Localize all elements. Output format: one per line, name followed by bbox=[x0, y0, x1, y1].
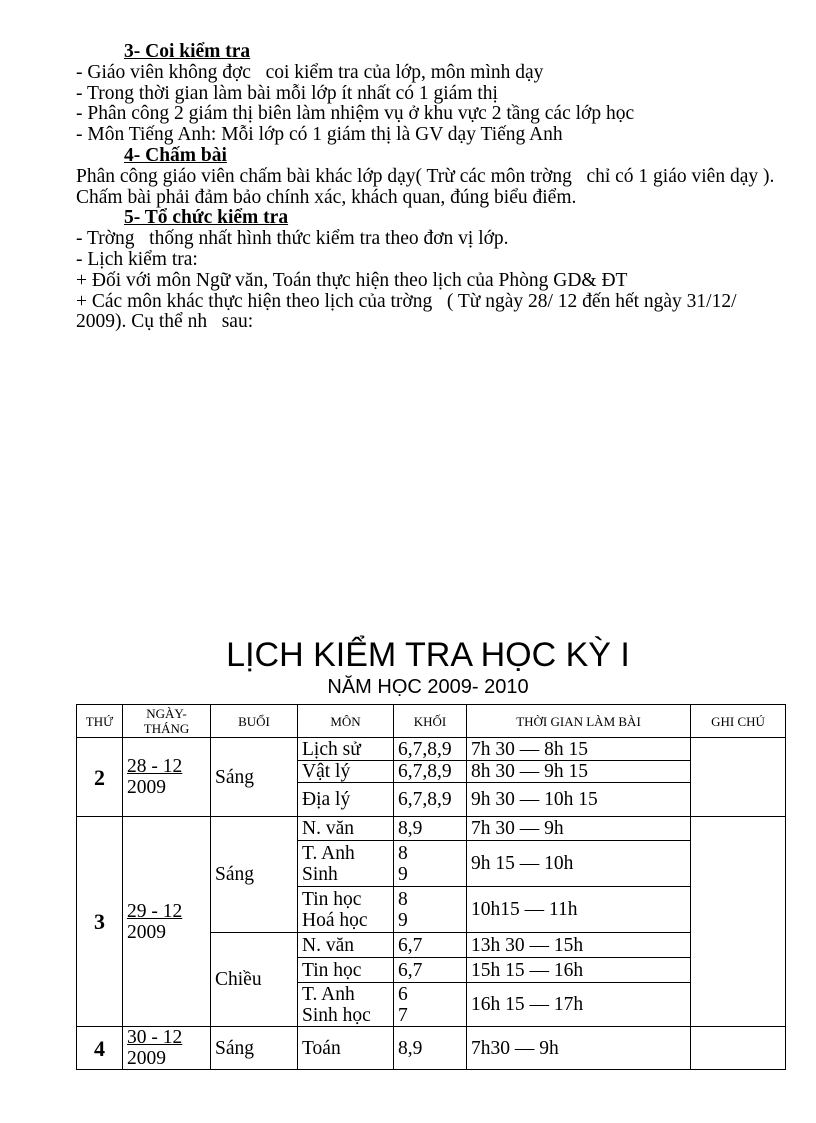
time-cell: 10h15 — 11h bbox=[467, 887, 691, 933]
grade-cell bbox=[394, 738, 467, 761]
grade-cell bbox=[394, 841, 467, 887]
grade-value: 6,7,8,9 bbox=[398, 761, 452, 782]
time-cell: 16h 15 — 17h bbox=[467, 983, 691, 1027]
subject-cell bbox=[298, 817, 394, 841]
exam-schedule-table bbox=[76, 704, 786, 1070]
subject-name: Địa lý bbox=[302, 789, 351, 810]
grade-cell bbox=[394, 817, 467, 841]
note-cell bbox=[691, 817, 786, 1027]
time-cell: 9h 15 — 10h bbox=[467, 841, 691, 887]
time-cell: 8h 30 — 9h 15 bbox=[467, 761, 691, 783]
date-cell bbox=[123, 738, 211, 817]
date-cell bbox=[123, 1027, 211, 1070]
grade-cell bbox=[394, 958, 467, 983]
grade-value: 8,9 bbox=[398, 1037, 423, 1059]
subject-name: Lịch sử bbox=[302, 738, 361, 760]
schedule-subtitle: NĂM HỌC 2009- 2010 bbox=[327, 676, 529, 698]
section-heading: 4- Chấm bài bbox=[124, 144, 227, 166]
subject-cell bbox=[298, 1027, 394, 1070]
grade-cell bbox=[394, 887, 467, 933]
section-heading: 3- Coi kiểm tra bbox=[124, 41, 251, 62]
table-row bbox=[77, 817, 786, 841]
date-line: 30 - 12 bbox=[127, 1027, 183, 1048]
time-cell: 13h 30 — 15h bbox=[467, 933, 691, 958]
document-body bbox=[76, 41, 780, 333]
session-cell: Sáng bbox=[211, 817, 298, 933]
grade-value: 9 bbox=[398, 909, 408, 931]
subject-name: Tin học bbox=[302, 959, 362, 981]
time-cell: 7h 30 — 9h bbox=[467, 817, 691, 841]
paragraph: + Các môn khác thực hiện theo lịch của trờng ( Từ ngày 28/ 12 đến hết ngày 31/12/ 2009). Cụ thể nh sau: bbox=[76, 290, 742, 333]
subject-cell bbox=[298, 933, 394, 958]
session-cell: Chiều bbox=[211, 933, 298, 1027]
subject-name: Sinh học bbox=[302, 1004, 371, 1026]
table-row bbox=[77, 738, 786, 761]
subject-cell bbox=[298, 841, 394, 887]
grade-cell bbox=[394, 983, 467, 1027]
time-cell: 15h 15 — 16h bbox=[467, 958, 691, 983]
paragraph: Phân công giáo viên chấm bài khác lớp dạy( Trừ các môn trờng chỉ có 1 giáo viên dạy ). Chấm bài phải đảm bảo chính xác, khách quan, đúng biểu điểm. bbox=[76, 165, 780, 208]
subject-name: Sinh bbox=[302, 863, 338, 885]
grade-value: 6,7 bbox=[398, 959, 423, 981]
subject-name: Hoá học bbox=[302, 909, 368, 931]
subject-name: Vật lý bbox=[302, 761, 351, 782]
grade-value: 8 bbox=[398, 842, 408, 864]
session-cell: Sáng bbox=[211, 738, 298, 817]
date-line: 2009 bbox=[127, 1048, 166, 1069]
grade-value: 6 bbox=[398, 983, 408, 1005]
subject-name: N. văn bbox=[302, 818, 354, 839]
table-row bbox=[77, 1027, 786, 1070]
grade-value: 6,7 bbox=[398, 934, 423, 956]
subject-name: T. Anh bbox=[302, 842, 355, 864]
subject-cell bbox=[298, 783, 394, 817]
subject-name: Tin học bbox=[302, 888, 362, 910]
paragraph: - Giáo viên không đợc coi kiểm tra của lớp, môn mình dạy bbox=[76, 61, 544, 83]
time-cell: 7h 30 — 8h 15 bbox=[467, 738, 691, 761]
note-cell bbox=[691, 1027, 786, 1070]
time-cell: 7h30 — 9h bbox=[467, 1027, 691, 1070]
paragraph: - Phân công 2 giám thị biên làm nhiệm vụ ở khu vực 2 tầng các lớp học bbox=[76, 103, 635, 125]
grade-cell bbox=[394, 761, 467, 783]
time-cell: 9h 30 — 10h 15 bbox=[467, 783, 691, 817]
header-khoi: KHỐI bbox=[394, 705, 467, 738]
section-heading: 5- Tổ chức kiểm tra bbox=[124, 207, 289, 229]
subject-cell bbox=[298, 738, 394, 761]
grade-cell bbox=[394, 783, 467, 817]
date-cell bbox=[123, 817, 211, 1027]
grade-value: 8,9 bbox=[398, 818, 423, 839]
subject-name: N. văn bbox=[302, 934, 354, 956]
header-thoi-gian: THỜI GIAN LÀM BÀI bbox=[467, 705, 691, 738]
paragraph: - Môn Tiếng Anh: Mỗi lớp có 1 giám thị là GV dạy Tiếng Anh bbox=[76, 124, 563, 146]
subject-name: T. Anh bbox=[302, 983, 355, 1005]
subject-cell bbox=[298, 887, 394, 933]
paragraph: - Trong thời gian làm bài mỗi lớp ít nhất có 1 giám thị bbox=[76, 82, 498, 104]
grade-value: 7 bbox=[398, 1004, 408, 1026]
date-line: 28 - 12 bbox=[127, 756, 183, 777]
grade-cell bbox=[394, 933, 467, 958]
day-cell: 3 bbox=[77, 817, 123, 1027]
paragraph: - Trờng thống nhất hình thức kiểm tra theo đơn vị lớp. bbox=[76, 228, 509, 250]
table-header-row bbox=[77, 705, 786, 738]
subject-cell bbox=[298, 958, 394, 983]
subject-cell bbox=[298, 761, 394, 783]
grade-value: 6,7,8,9 bbox=[398, 738, 452, 760]
subject-name: Toán bbox=[302, 1037, 341, 1059]
header-ghi-chu: GHI CHÚ bbox=[691, 705, 786, 738]
note-cell bbox=[691, 738, 786, 817]
date-line: 2009 bbox=[127, 921, 166, 943]
grade-value: 6,7,8,9 bbox=[398, 789, 452, 810]
day-cell: 4 bbox=[77, 1027, 123, 1070]
header-buoi: BUỔI bbox=[211, 705, 298, 738]
schedule-title: LỊCH KIỂM TRA HỌC KỲ I bbox=[226, 636, 630, 674]
grade-value: 9 bbox=[398, 863, 408, 885]
header-ngay-thang: NGÀY- THÁNG bbox=[123, 705, 211, 738]
subject-cell bbox=[298, 983, 394, 1027]
session-cell: Sáng bbox=[211, 1027, 298, 1070]
grade-cell bbox=[394, 1027, 467, 1070]
paragraph: - Lịch kiểm tra: bbox=[76, 248, 198, 270]
header-thu: THỨ bbox=[77, 705, 123, 738]
paragraph: + Đối với môn Ngữ văn, Toán thực hiện theo lịch của Phòng GD& ĐT bbox=[76, 269, 628, 291]
date-line: 29 - 12 bbox=[127, 900, 183, 922]
grade-value: 8 bbox=[398, 888, 408, 910]
header-mon: MÔN bbox=[298, 705, 394, 738]
date-line: 2009 bbox=[127, 777, 166, 798]
day-cell: 2 bbox=[77, 738, 123, 817]
